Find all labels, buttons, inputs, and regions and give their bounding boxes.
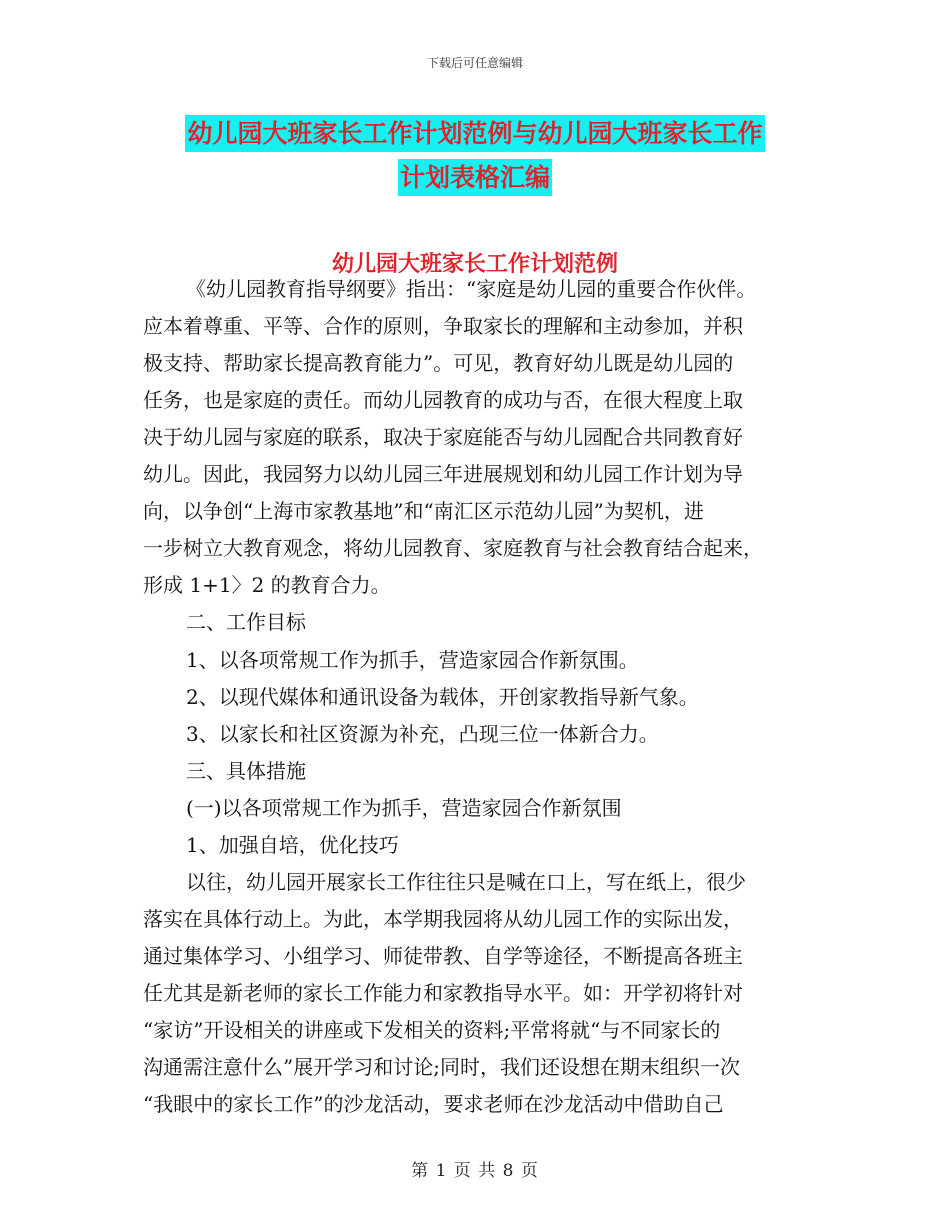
body-line-9: 形成 1+1〉2 的教育合力。 [143, 573, 391, 597]
body-line-5: 决于幼儿园与家庭的联系，取决于家庭能否与幼儿园配合共同教育好 [143, 425, 743, 449]
header-note: 下载后可任意编辑 [426, 56, 523, 70]
body-line-7: 向，以争创“上海市家教基地”和“南汇区示范幼儿园”为契机，进 [143, 499, 704, 523]
body-line-19: 通过集体学习、小组学习、师徒带教、自学等途径，不断提高各班主 [143, 944, 743, 968]
measure-subheading-1: (一)以各项常规工作为抓手，营造家园合作新氛围 [186, 796, 622, 820]
document-title-line-1 [150, 114, 800, 150]
heading-measures: 三、具体措施 [186, 759, 306, 783]
goal-item-3: 3、以家长和社区资源为补充，凸现三位一体新合力。 [186, 722, 659, 746]
page-footer: 第 1 页 共 8 页 [411, 1161, 539, 1181]
body-line-20: 任尤其是新老师的家长工作能力和家教指导水平。如：开学初将针对 [143, 981, 743, 1005]
body-line-23: “我眼中的家长工作”的沙龙活动，要求老师在沙龙活动中借助自己 [143, 1092, 724, 1116]
title-highlight-1: 幼儿园大班家长工作计划范例与幼儿园大班家长工作 [185, 115, 764, 152]
body-line-3: 极支持、帮助家长提高教育能力”。可见，教育好幼儿既是幼儿园的 [143, 351, 734, 375]
document-title-line-2 [150, 158, 800, 194]
body-line-4: 任务，也是家庭的责任。而幼儿园教育的成功与否，在很大程度上取 [143, 388, 743, 412]
title-highlight-2: 计划表格汇编 [398, 159, 552, 196]
measure-item-1: 1、加强自培，优化技巧 [186, 833, 399, 857]
body-line-2: 应本着尊重、平等、合作的原则，争取家长的理解和主动参加，并积 [143, 314, 743, 338]
goal-item-1: 1、以各项常规工作为抓手，营造家园合作新氛围。 [186, 648, 639, 672]
body-line-17: 以往，幼儿园开展家长工作往往只是喊在口上，写在纸上，很少 [186, 870, 746, 894]
body-line-18: 落实在具体行动上。为此，本学期我园将从幼儿园工作的实际出发， [143, 907, 743, 931]
goal-item-2: 2、以现代媒体和通讯设备为载体，开创家教指导新气象。 [186, 685, 699, 709]
section-title: 幼儿园大班家长工作计划范例 [331, 252, 618, 277]
body-line-6: 幼儿。因此，我园努力以幼儿园三年进展规划和幼儿园工作计划为导 [143, 462, 743, 486]
body-line-22: 沟通需注意什么”展开学习和讨论;同时，我们还设想在期末组织一次 [143, 1055, 740, 1079]
body-line-1: 《幼儿园教育指导纲要》指出：“家庭是幼儿园的重要合作伙伴。 [186, 277, 757, 301]
body-line-21: “家访”开设相关的讲座或下发相关的资料;平常将就“与不同家长的 [143, 1018, 721, 1042]
body-line-8: 一步树立大教育观念，将幼儿园教育、家庭教育与社会教育结合起来， [143, 536, 763, 560]
heading-work-goals: 二、工作目标 [186, 610, 306, 634]
